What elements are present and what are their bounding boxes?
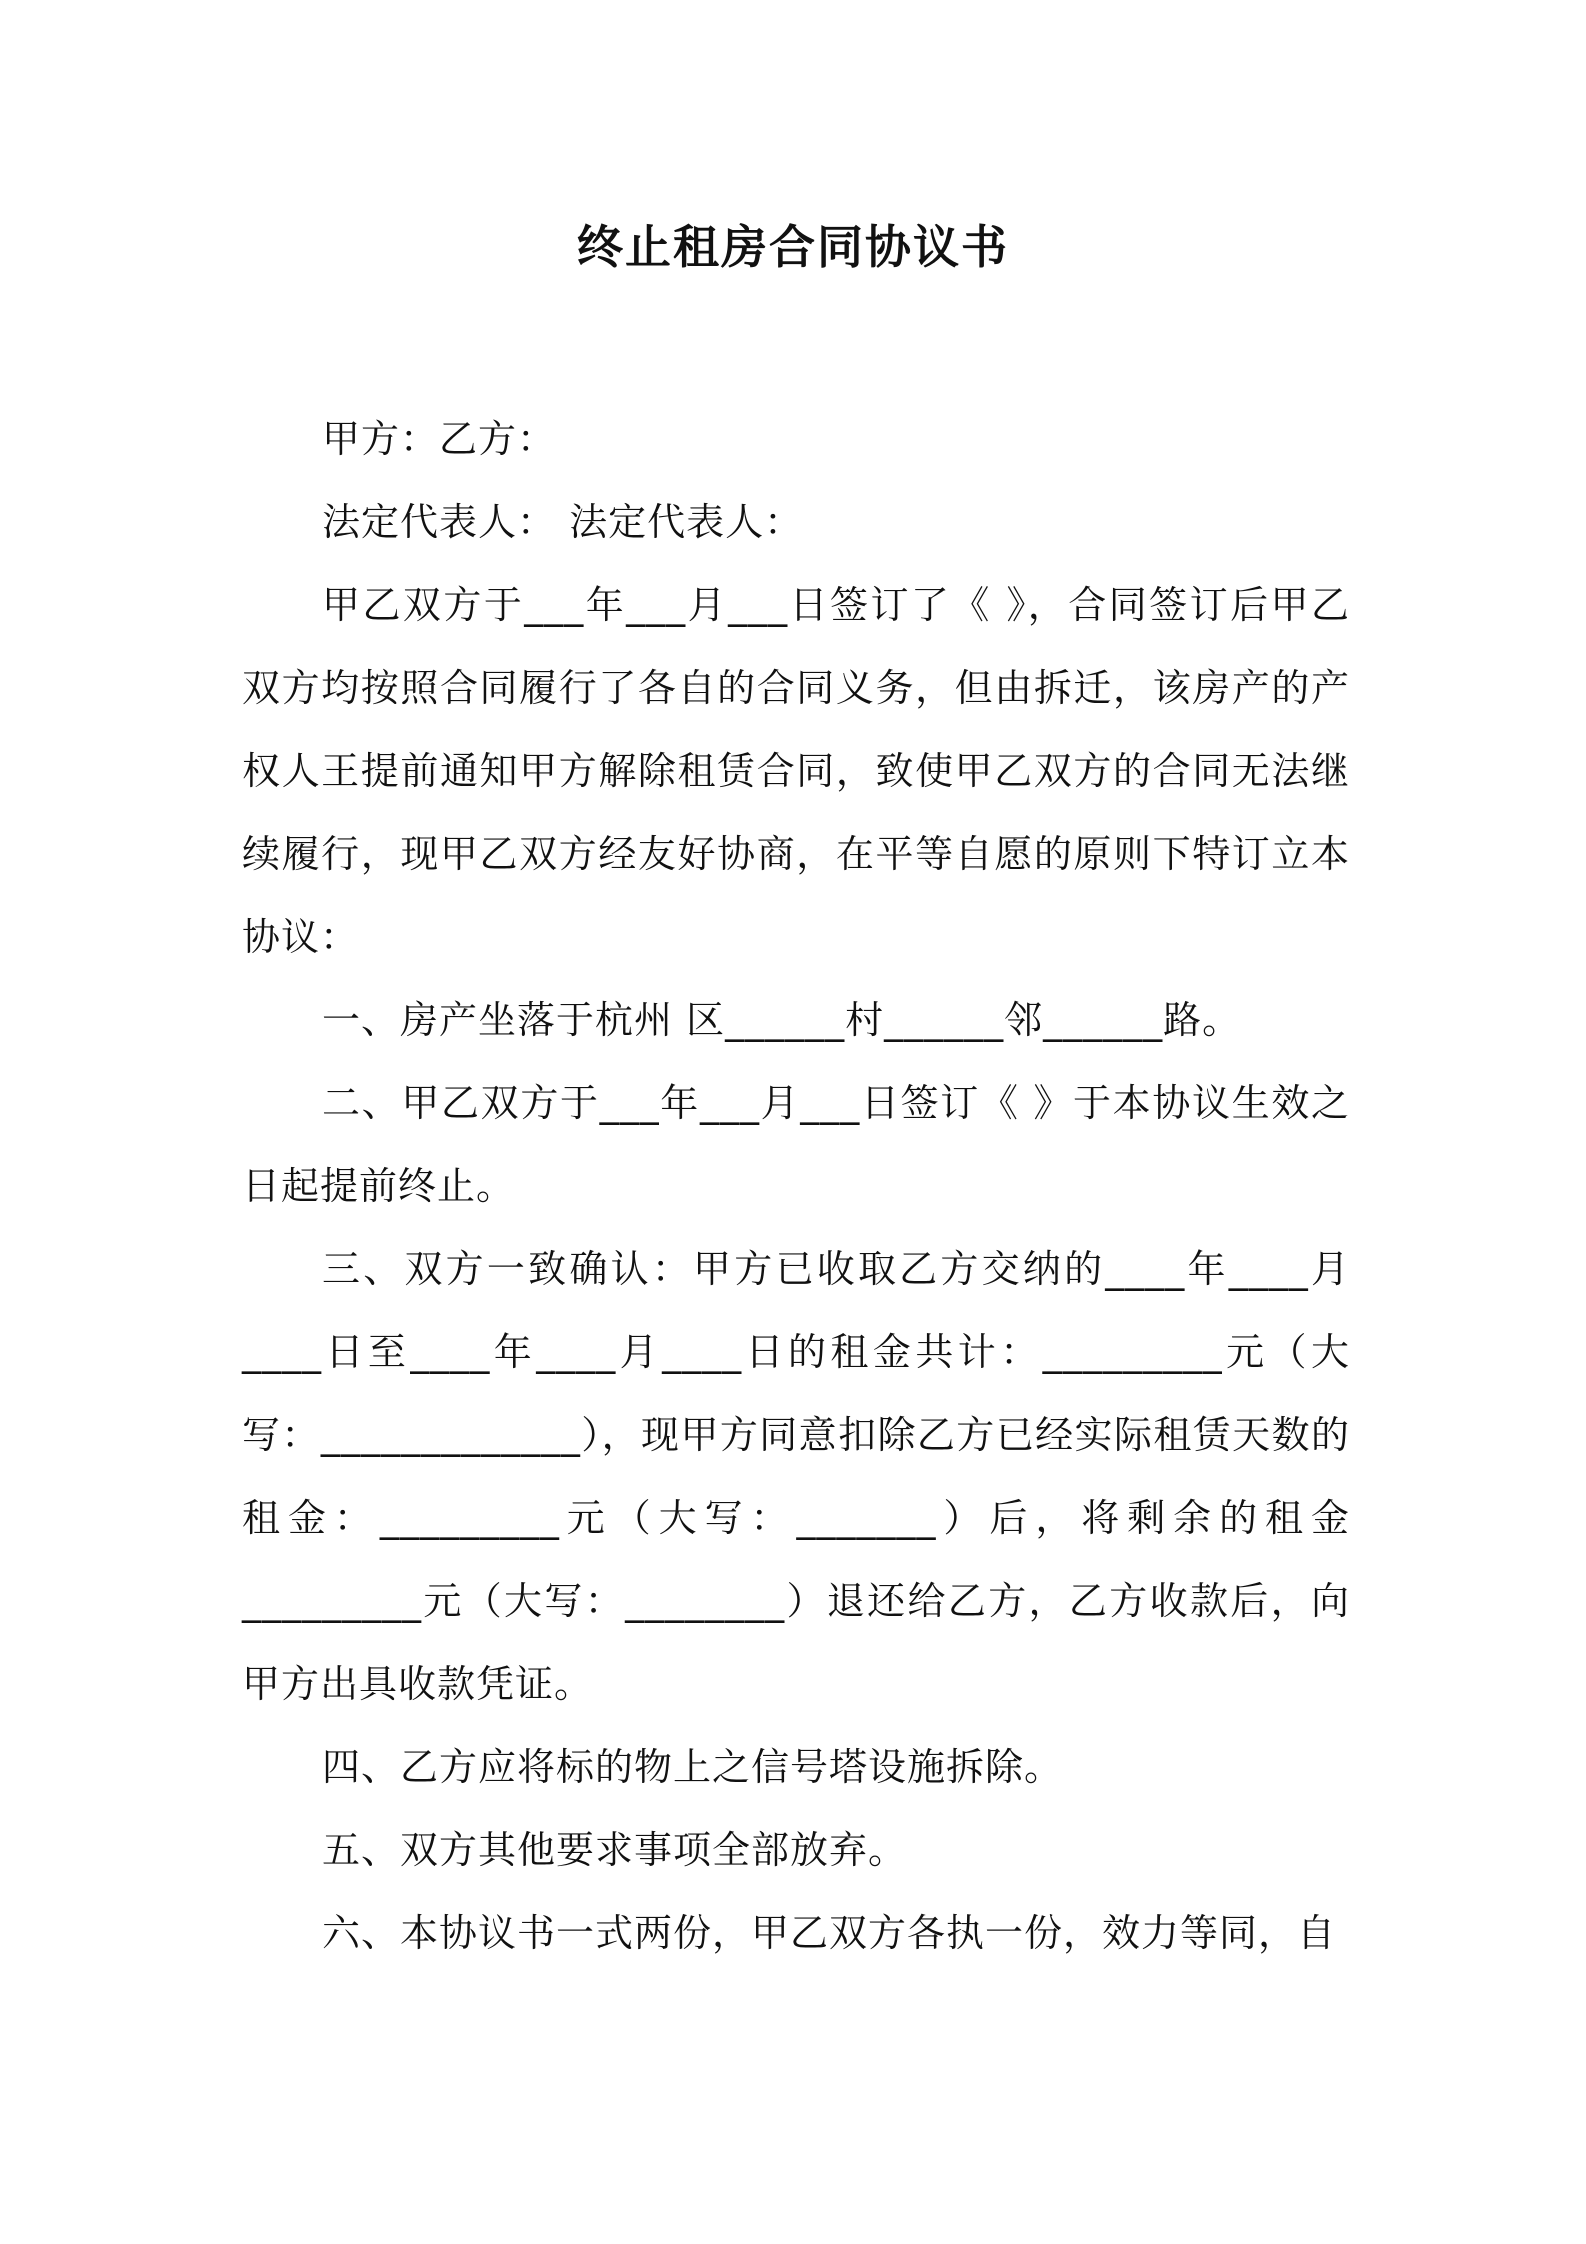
preamble-paragraph: 甲乙双方于___年___月___日签订了《 》，合同签订后甲乙双方均按照合同履行了各自的合同义务，但由拆迁，该房产的产权人王提前通知甲方解除租赁合同，致使甲乙双方的合同无法继续履行，现甲乙双方经友好协商，在平等自愿的原则下特订立本协议： — [242, 583, 1350, 959]
representative-line: 法定代表人： 法定代表人： — [322, 500, 804, 544]
document-title: 终止租房合同协议书 — [577, 220, 1009, 274]
party-line: 甲方：乙方： — [322, 417, 557, 461]
clause-2: 二、甲乙双方于___年___月___日签订《 》于本协议生效之日起提前终止。 — [242, 1081, 1350, 1208]
clause-1: 一、房产坐落于杭州 区______村______邻______路。 — [322, 998, 1242, 1042]
clause-3: 三、双方一致确认：甲方已收取乙方交纳的____年____月____日至____年____月____日的租金共计：_________元（大写：_____________），现甲方同意扣除乙方已经实际租赁天数的租金：_________元（大写：_______）后，将剩余的租金_________元（大写：________）退还给乙方，乙方收款后，向甲方出具收款凭证。 — [242, 1247, 1350, 1706]
clause-6: 六、本协议书一式两份，甲乙双方各执一份，效力等同，自 — [322, 1911, 1337, 1955]
clause-4: 四、乙方应将标的物上之信号塔设施拆除。 — [322, 1745, 1064, 1789]
document-body — [242, 398, 1350, 1975]
clause-5: 五、双方其他要求事项全部放弃。 — [322, 1828, 908, 1872]
